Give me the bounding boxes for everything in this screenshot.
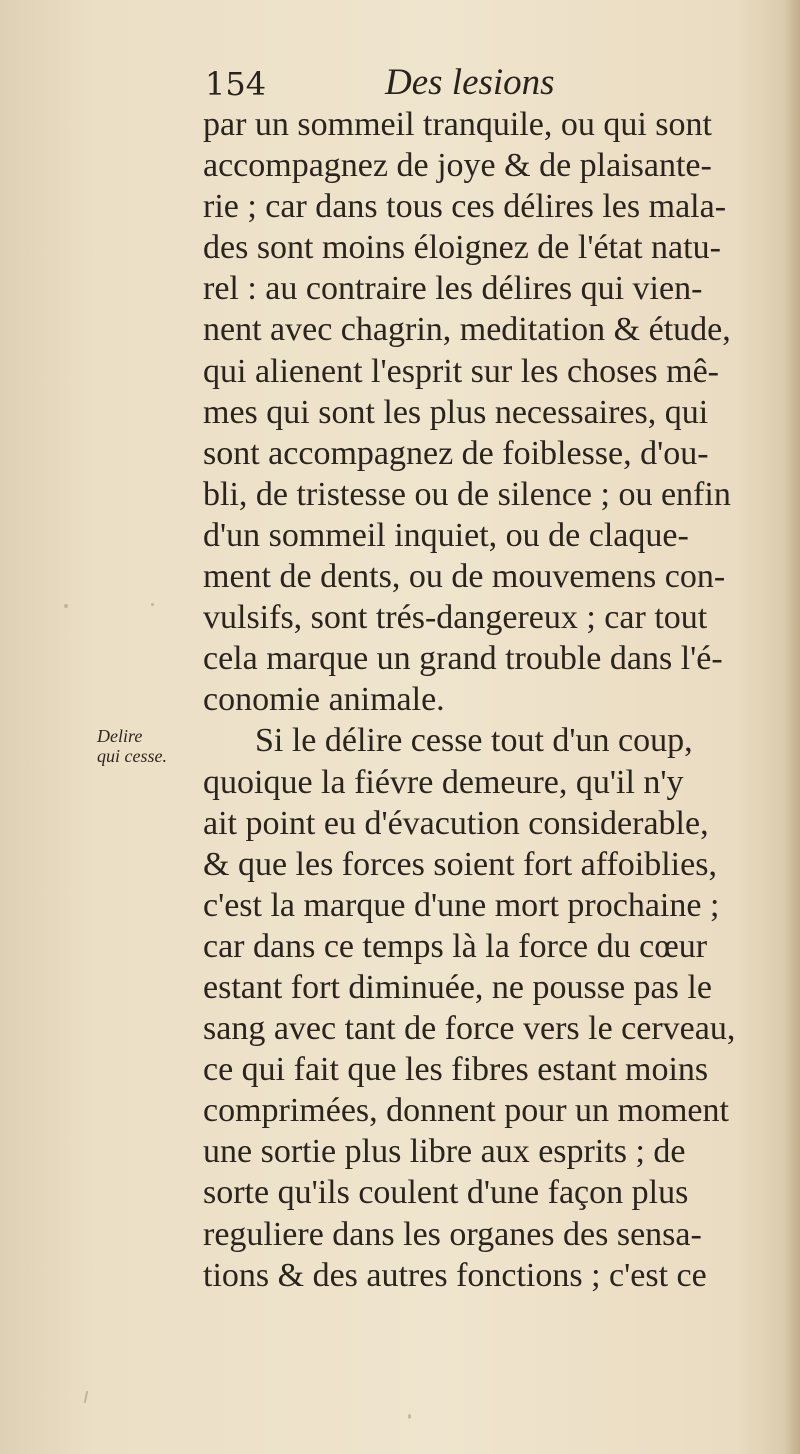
- margin-note-line-1: Delire: [97, 726, 143, 746]
- text-line: bli, de tristesse ou de silence ; ou enfin: [203, 475, 731, 513]
- body-text: [203, 104, 788, 1296]
- text-line: c'est la marque d'une mort prochaine ;: [203, 886, 720, 924]
- text-line: ait point eu d'évacution considerable,: [203, 804, 709, 842]
- paper-speck: [151, 603, 154, 606]
- text-line: comprimées, donnent pour un moment: [203, 1092, 729, 1130]
- text-line: ment de dents, ou de mouvemens con-: [203, 558, 726, 596]
- text-line: vulsifs, sont trés-dangereux ; car tout: [203, 599, 708, 637]
- text-line: rel : au contraire les délires qui vien-: [203, 270, 703, 308]
- text-line: reguliere dans les organes des sensa-: [203, 1215, 702, 1253]
- text-line: estant fort diminuée, ne pousse pas le: [203, 968, 712, 1006]
- text-line: ce qui fait que les fibres estant moins: [203, 1051, 709, 1089]
- text-line: rie ; car dans tous ces délires les mala-: [203, 188, 727, 226]
- text-line: sorte qu'ils coulent d'une façon plus: [203, 1174, 689, 1212]
- text-line: quoique la fiévre demeure, qu'il n'y: [203, 763, 684, 801]
- text-line: accompagnez de joye & de plaisante-: [203, 147, 712, 185]
- text-line: nent avec chagrin, meditation & étude,: [203, 311, 731, 349]
- paragraph-start-line: Si le délire cesse tout d'un coup,: [255, 722, 693, 760]
- text-line: d'un sommeil inquiet, ou de claque-: [203, 516, 689, 554]
- text-line: des sont moins éloignez de l'état natu-: [203, 229, 721, 267]
- text-line: par un sommeil tranquile, ou qui sont: [203, 106, 712, 143]
- text-line: & que les forces soient fort affoiblies,: [203, 845, 717, 883]
- paper-speck: [84, 1391, 88, 1403]
- text-line: sang avec tant de force vers le cerveau,: [203, 1010, 736, 1048]
- running-head: Des lesions: [385, 62, 555, 103]
- text-line: cela marque un grand trouble dans l'é-: [203, 640, 723, 678]
- margin-note-line-2: qui cesse.: [97, 746, 167, 766]
- text-line: conomie animale.: [203, 681, 445, 719]
- text-line: tions & des autres fonctions ; c'est ce: [203, 1256, 707, 1294]
- text-line: mes qui sont les plus necessaires, qui: [203, 393, 709, 431]
- page-header: [0, 56, 800, 106]
- text-line: qui alienent l'esprit sur les choses mê-: [203, 352, 719, 390]
- text-line: une sortie plus libre aux esprits ; de: [203, 1133, 686, 1171]
- margin-note: [97, 726, 192, 766]
- page-number: 154: [205, 65, 267, 103]
- paper-speck: [64, 604, 68, 608]
- text-line: car dans ce temps là la force du cœur: [203, 927, 708, 965]
- text-line: sont accompagnez de foiblesse, d'ou-: [203, 434, 709, 472]
- paper-speck: [408, 1414, 411, 1419]
